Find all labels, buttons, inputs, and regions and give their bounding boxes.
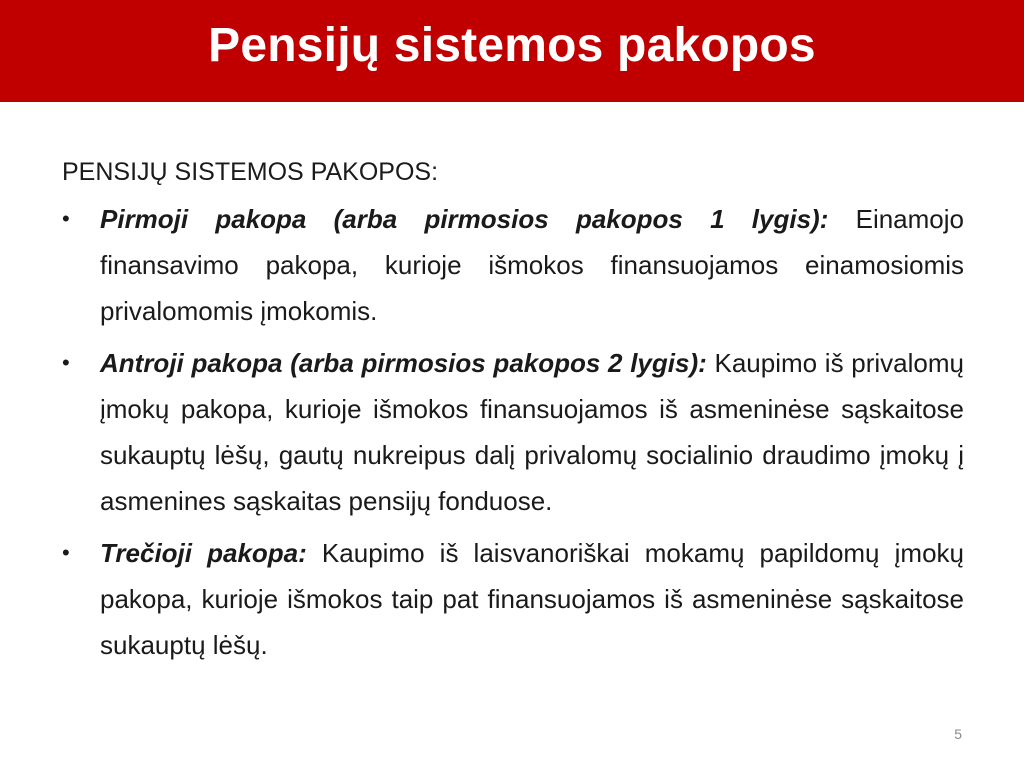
bullet-icon: • — [62, 350, 70, 375]
bullet-item-first-pillar — [62, 196, 964, 334]
title-bar — [0, 0, 1024, 102]
bullet-term: Trečioji pakopa: — [100, 538, 307, 568]
bullet-term: Antroji pakopa (arba pirmosios pakopos 2 lygis): — [100, 348, 707, 378]
bullet-term: Pirmoji pakopa (arba pirmosios pakopos 1 lygis): — [100, 204, 829, 234]
bullet-icon: • — [62, 206, 70, 231]
slide-title: Pensijų sistemos pakopos — [208, 18, 816, 72]
section-heading: PENSIJŲ SISTEMOS PAKOPOS: — [62, 158, 439, 186]
bullet-item-third-pillar — [62, 530, 964, 668]
slide-content — [62, 150, 964, 674]
bullet-item-second-pillar — [62, 340, 964, 524]
bullet-text: Kaupimo iš privalomų įmokų pakopa, kurioje išmokos finansuojamos iš asmeninėse sąskaitose sukauptų lėšų, gautų nukreipus dalį privalomų socialinio draudimo įmokų į asmenines sąskaitas pensijų fonduose. — [100, 348, 964, 516]
bullet-text: Einamojo finansavimo pakopa, kurioje išmokos finansuojamos einamosiomis privalomomis įmokomis. — [100, 204, 964, 326]
bullet-list — [62, 196, 964, 668]
page-number: 5 — [954, 726, 962, 742]
bullet-icon: • — [62, 540, 70, 565]
bullet-text: Kaupimo iš laisvanoriškai mokamų papildomų įmokų pakopa, kurioje išmokos taip pat finansuojamos iš asmeninėse sąskaitose sukauptų lėšų. — [100, 538, 964, 660]
